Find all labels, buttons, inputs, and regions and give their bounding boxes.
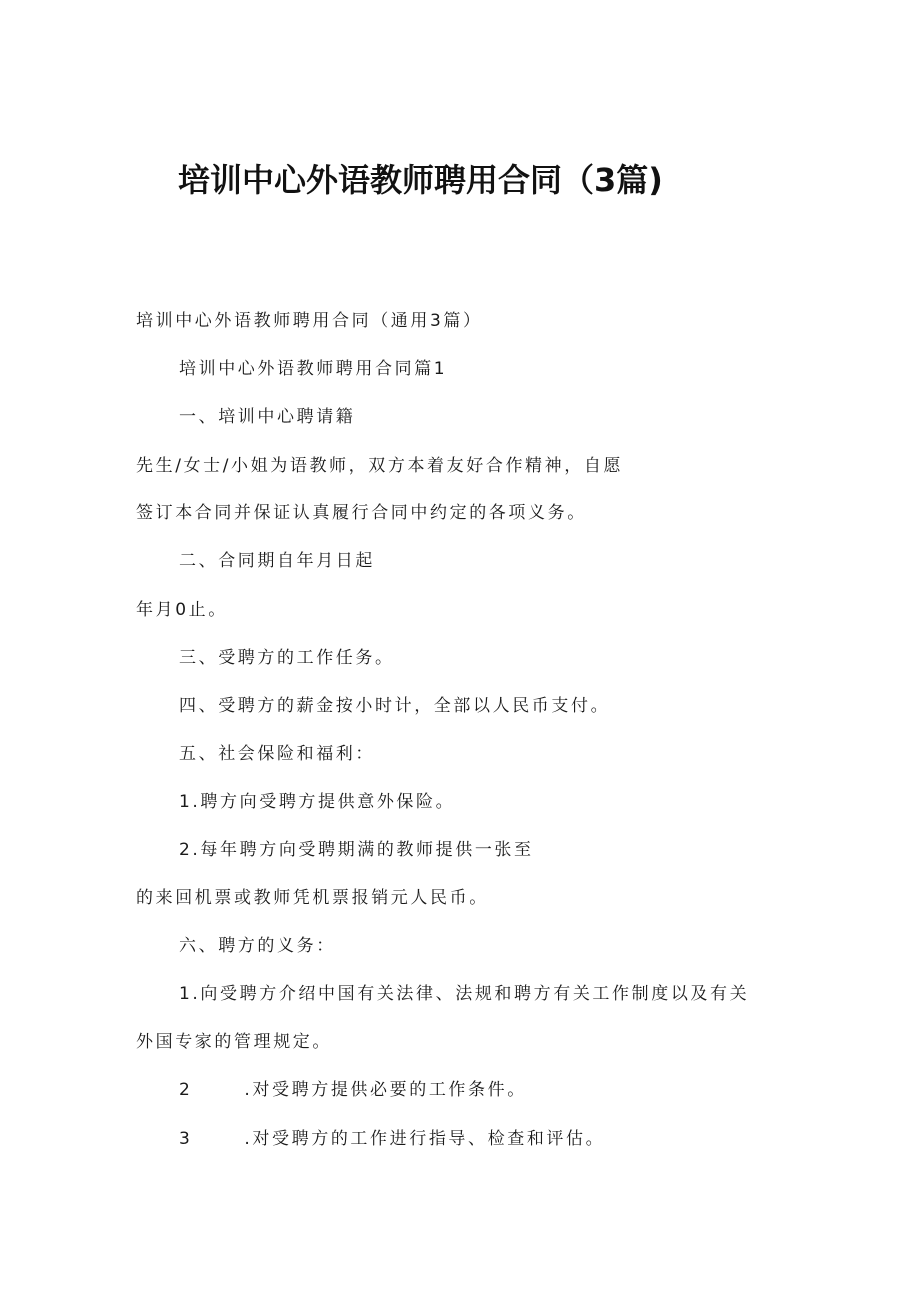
list-item [179,1076,527,1104]
paragraph-line: 的来回机票或教师凭机票报销元人民币。 [136,888,489,908]
document-subtitle: 培训中心外语教师聘用合同（通用3篇） [136,311,483,331]
paragraph-line: 五、社会保险和福利： [179,744,375,764]
list-item-text: .对受聘方提供必要的工作条件。 [244,1080,527,1100]
list-item: 2.每年聘方向受聘期满的教师提供一张至 [179,840,534,860]
paragraph-line: 外国专家的管理规定。 [136,1032,332,1052]
paragraph-line: 二、合同期自年月日起 [179,551,375,571]
document-title: 培训中心外语教师聘用合同（3篇) [178,161,663,199]
list-item-number: 2 [179,1080,193,1100]
section-heading: 培训中心外语教师聘用合同篇1 [179,359,448,379]
list-item-text: .对受聘方的工作进行指导、检查和评估。 [244,1129,606,1149]
paragraph-line: 签订本合同并保证认真履行合同中约定的各项义务。 [136,503,587,523]
paragraph-line: 先生/女士/小姐为语教师，双方本着友好合作精神，自愿 [136,456,624,476]
paragraph-line: 三、受聘方的工作任务。 [179,648,395,668]
paragraph-line: 一、培训中心聘请籍 [179,407,356,427]
list-item: 1.聘方向受聘方提供意外保险。 [179,792,456,812]
list-item-number: 3 [179,1129,193,1149]
paragraph-line: 年月0止。 [136,600,228,620]
list-item [179,1125,605,1153]
list-item: 1.向受聘方介绍中国有关法律、法规和聘方有关工作制度以及有关 [179,984,750,1004]
paragraph-line: 六、聘方的义务： [179,936,336,956]
paragraph-line: 四、受聘方的薪金按小时计，全部以人民币支付。 [179,696,611,716]
